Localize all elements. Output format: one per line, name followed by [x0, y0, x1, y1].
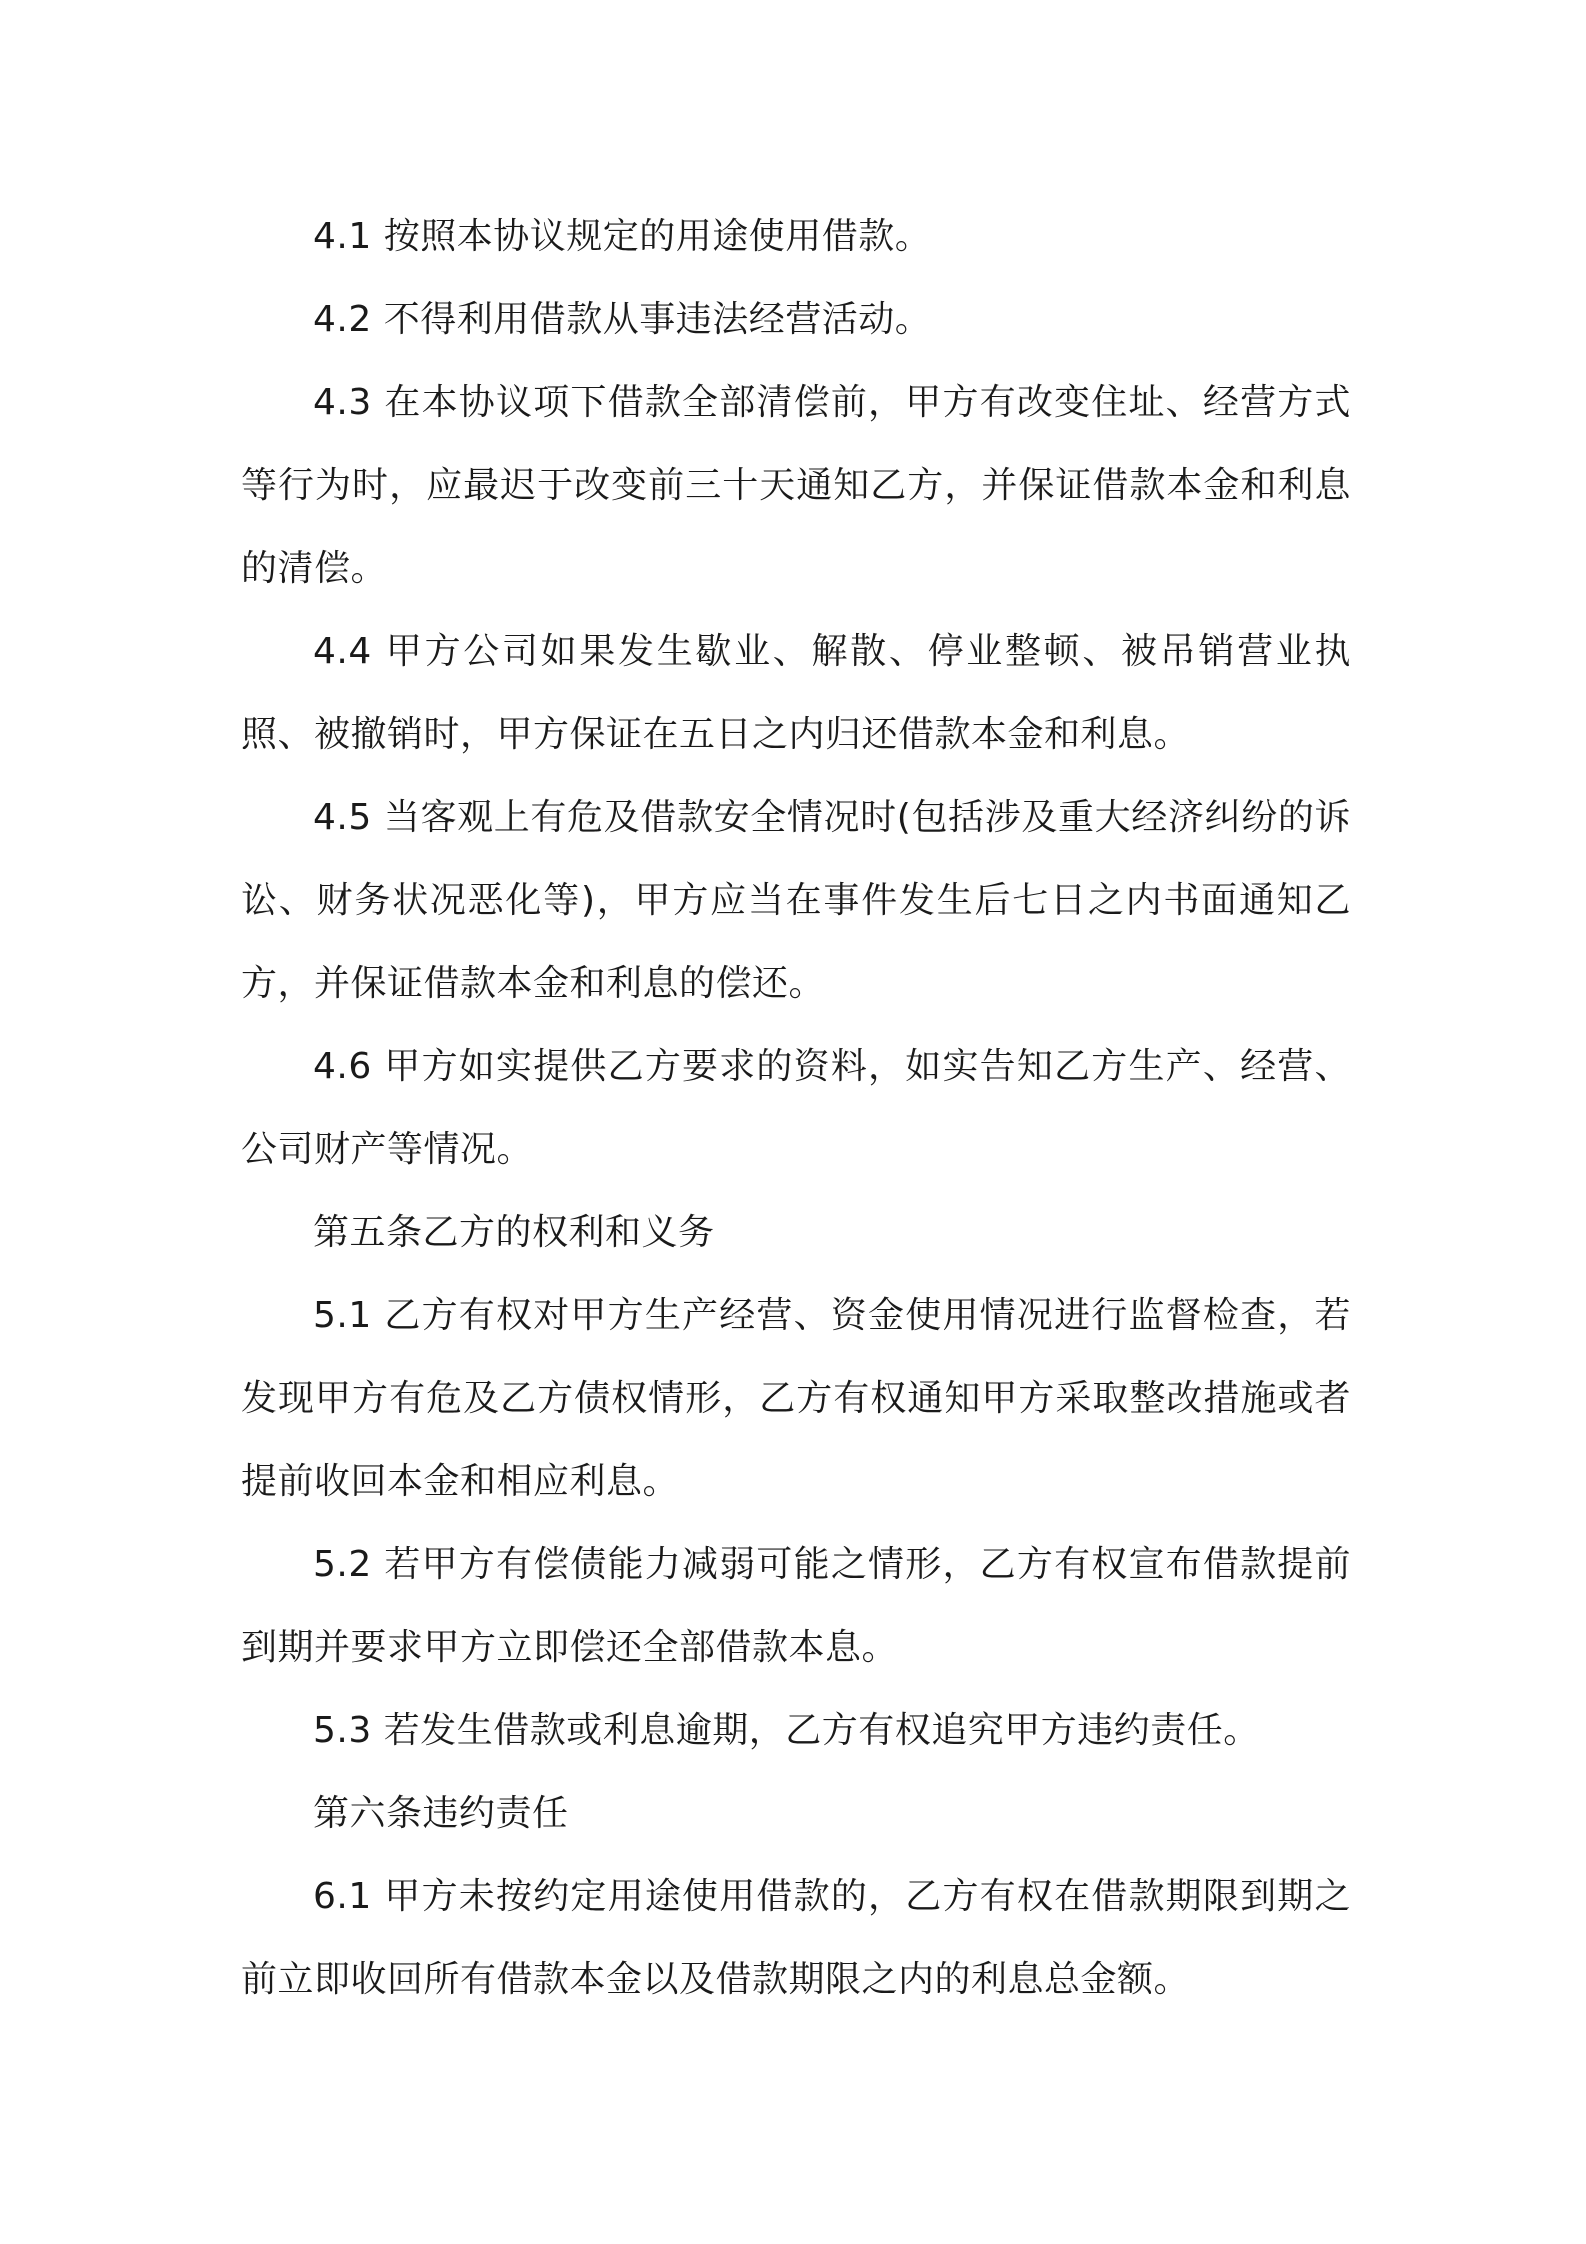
- clause-4-5: 4.5 当客观上有危及借款安全情况时(包括涉及重大经济纠纷的诉讼、财务状况恶化等)，甲方应当在事件发生后七日之内书面通知乙方，并保证借款本金和利息的偿还。: [241, 797, 1351, 1004]
- clause-4-1: 4.1 按照本协议规定的用途使用借款。: [313, 216, 932, 257]
- clause-4-6: 4.6 甲方如实提供乙方要求的资料，如实告知乙方生产、经营、公司财产等情况。: [241, 1046, 1351, 1170]
- clause-4-2: 4.2 不得利用借款从事违法经营活动。: [313, 299, 932, 340]
- clause-5-2: 5.2 若甲方有偿债能力减弱可能之情形，乙方有权宣布借款提前到期并要求甲方立即偿还全部借款本息。: [241, 1544, 1351, 1668]
- clause-6-1: 6.1 甲方未按约定用途使用借款的，乙方有权在借款期限到期之前立即收回所有借款本金以及借款期限之内的利息总金额。: [241, 1876, 1351, 2000]
- clause-4-3: 4.3 在本协议项下借款全部清偿前，甲方有改变住址、经营方式等行为时，应最迟于改变前三十天通知乙方，并保证借款本金和利息的清偿。: [241, 382, 1351, 589]
- clause-5-1: 5.1 乙方有权对甲方生产经营、资金使用情况进行监督检查，若发现甲方有危及乙方债权情形，乙方有权通知甲方采取整改措施或者提前收回本金和相应利息。: [241, 1295, 1351, 1502]
- article-6-heading: 第六条违约责任: [313, 1793, 569, 1834]
- document-body: [241, 195, 1351, 2021]
- clause-4-4: 4.4 甲方公司如果发生歇业、解散、停业整顿、被吊销营业执照、被撤销时，甲方保证在五日之内归还借款本金和利息。: [241, 631, 1351, 755]
- clause-5-3: 5.3 若发生借款或利息逾期，乙方有权追究甲方违约责任。: [313, 1710, 1260, 1751]
- article-5-heading: 第五条乙方的权利和义务: [313, 1212, 715, 1253]
